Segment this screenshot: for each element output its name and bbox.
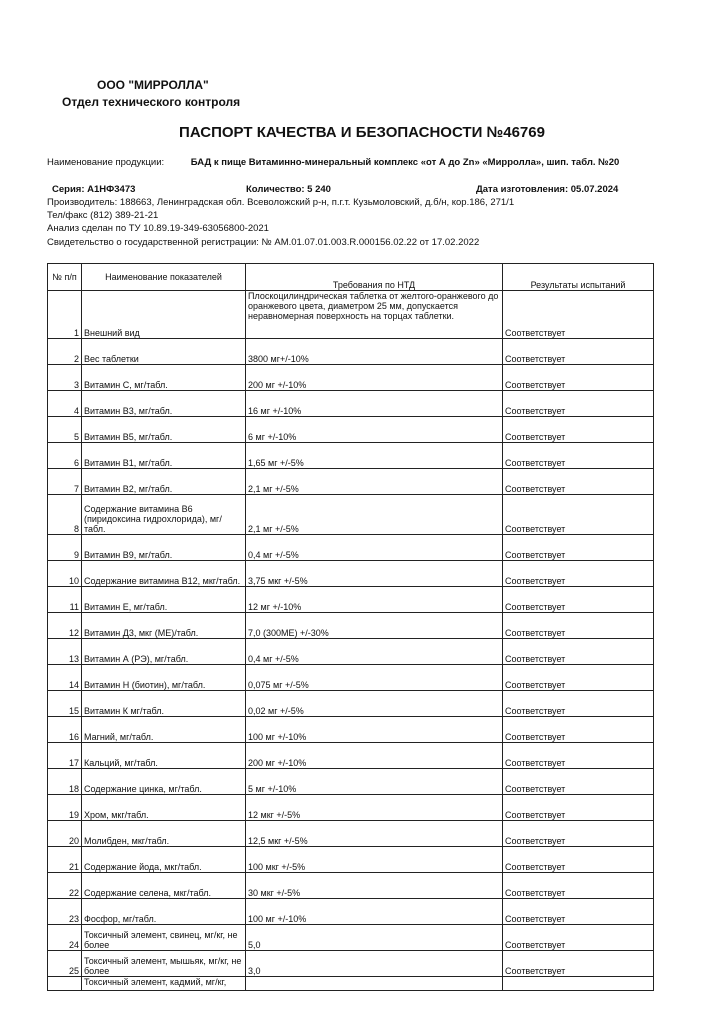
table-row <box>48 691 654 717</box>
row-requirement: 0,4 мг +/-5% <box>246 535 503 561</box>
row-result: Соответствует <box>503 535 654 561</box>
table-row <box>48 495 654 535</box>
row-name: Витамин В1, мг/табл. <box>82 443 246 469</box>
row-name: Витамин К мг/табл. <box>82 691 246 717</box>
row-requirement: 12 мкг +/-5% <box>246 795 503 821</box>
table-row <box>48 365 654 391</box>
table-row <box>48 951 654 977</box>
row-num: 1 <box>48 291 82 339</box>
row-requirement: 200 мг +/-10% <box>246 365 503 391</box>
row-result: Соответствует <box>503 691 654 717</box>
quantity: Количество: 5 240 <box>246 184 331 195</box>
table-row <box>48 873 654 899</box>
table-row <box>48 587 654 613</box>
row-result: Соответствует <box>503 561 654 587</box>
row-num: 3 <box>48 365 82 391</box>
organization-name: ООО "МИРРОЛЛА" <box>97 78 209 92</box>
row-name: Витамин Е, мг/табл. <box>82 587 246 613</box>
quality-table <box>47 263 654 991</box>
row-result: Соответствует <box>503 391 654 417</box>
row-num: 11 <box>48 587 82 613</box>
row-name: Витамин В5, мг/табл. <box>82 417 246 443</box>
analysis-standard: Анализ сделан по ТУ 10.89.19-349-63056800-2021 <box>47 223 269 234</box>
row-requirement: 16 мг +/-10% <box>246 391 503 417</box>
row-name: Содержание цинка, мг/табл. <box>82 769 246 795</box>
row-requirement: 6 мг +/-10% <box>246 417 503 443</box>
row-result: Соответствует <box>503 717 654 743</box>
row-name: Витамин Д3, мкг (МЕ)/табл. <box>82 613 246 639</box>
table-row <box>48 743 654 769</box>
row-result: Соответствует <box>503 925 654 951</box>
row-num: 17 <box>48 743 82 769</box>
manufacturer: Производитель: 188663, Ленинградская обл. Всеволожский р-н, п.г.т. Кузьмоловский, д.б/н, кор.186, 271/1 <box>47 197 515 208</box>
row-num: 19 <box>48 795 82 821</box>
row-requirement: 100 мг +/-10% <box>246 717 503 743</box>
table-row <box>48 535 654 561</box>
registration-certificate: Свидетельство о государственной регистрации: № AM.01.07.01.003.R.000156.02.22 от 17.02.2022 <box>47 237 480 248</box>
header-num: № п/п <box>48 264 82 291</box>
row-name: Токсичный элемент, свинец, мг/кг, не более <box>82 925 246 951</box>
row-num: 21 <box>48 847 82 873</box>
row-result: Соответствует <box>503 951 654 977</box>
row-name: Витамин А (РЭ), мг/табл. <box>82 639 246 665</box>
row-requirement: 2,1 мг +/-5% <box>246 469 503 495</box>
series: Серия: А1НФ3473 <box>52 184 136 195</box>
row-result: Соответствует <box>503 743 654 769</box>
table-row <box>48 769 654 795</box>
row-num: 7 <box>48 469 82 495</box>
row-name: Токсичный элемент, мышьяк, мг/кг, не более <box>82 951 246 977</box>
row-name: Токсичный элемент, кадмий, мг/кг, <box>82 977 246 991</box>
row-name: Кальций, мг/табл. <box>82 743 246 769</box>
row-requirement <box>246 977 503 991</box>
row-name: Содержание витамина В12, мкг/табл. <box>82 561 246 587</box>
row-result: Соответствует <box>503 443 654 469</box>
row-result: Соответствует <box>503 417 654 443</box>
row-num: 6 <box>48 443 82 469</box>
row-result: Соответствует <box>503 665 654 691</box>
row-result: Соответствует <box>503 339 654 365</box>
row-requirement: 100 мг +/-10% <box>246 899 503 925</box>
row-result: Соответствует <box>503 587 654 613</box>
row-num: 14 <box>48 665 82 691</box>
row-num: 15 <box>48 691 82 717</box>
row-num: 8 <box>48 495 82 535</box>
department-name: Отдел технического контроля <box>62 95 241 109</box>
row-result: Соответствует <box>503 365 654 391</box>
row-requirement: Плоскоцилиндрическая таблетка от желтого-оранжевого до оранжевого цвета, диаметром 25 мм, допускается неравномерная поверхность на торцах таблетки. <box>246 291 503 339</box>
row-name: Содержание витамина В6 (пиридоксина гидрохлорида), мг/табл. <box>82 495 246 535</box>
row-requirement: 3,0 <box>246 951 503 977</box>
row-name: Витамин В2, мг/табл. <box>82 469 246 495</box>
row-num: 5 <box>48 417 82 443</box>
table-row <box>48 391 654 417</box>
row-result: Соответствует <box>503 847 654 873</box>
row-requirement: 200 мг +/-10% <box>246 743 503 769</box>
table-body <box>48 291 654 991</box>
row-result: Соответствует <box>503 291 654 339</box>
table-header-row <box>48 264 654 291</box>
table-row <box>48 561 654 587</box>
row-num: 24 <box>48 925 82 951</box>
row-name: Фосфор, мг/табл. <box>82 899 246 925</box>
table-row <box>48 977 654 991</box>
table-row <box>48 899 654 925</box>
row-result: Соответствует <box>503 639 654 665</box>
product-label: Наименование продукции: <box>47 157 165 168</box>
row-num: 22 <box>48 873 82 899</box>
manufacture-date: Дата изготовления: 05.07.2024 <box>476 184 619 195</box>
row-name: Вес таблетки <box>82 339 246 365</box>
row-name: Магний, мг/табл. <box>82 717 246 743</box>
row-name: Содержание йода, мкг/табл. <box>82 847 246 873</box>
row-requirement: 0,4 мг +/-5% <box>246 639 503 665</box>
header-results: Результаты испытаний <box>503 264 654 291</box>
row-name: Хром, мкг/табл. <box>82 795 246 821</box>
row-name: Витамин В3, мг/табл. <box>82 391 246 417</box>
row-name: Витамин Н (биотин), мг/табл. <box>82 665 246 691</box>
row-requirement: 1,65 мг +/-5% <box>246 443 503 469</box>
table-row <box>48 417 654 443</box>
product-line <box>47 157 619 168</box>
row-requirement: 0,02 мг +/-5% <box>246 691 503 717</box>
row-num: 2 <box>48 339 82 365</box>
table-row <box>48 443 654 469</box>
document-title: ПАСПОРТ КАЧЕСТВА И БЕЗОПАСНОСТИ №46769 <box>179 124 545 141</box>
table-row <box>48 925 654 951</box>
row-name: Содержание селена, мкг/табл. <box>82 873 246 899</box>
table-row <box>48 469 654 495</box>
header-name: Наименование показателей <box>82 264 246 291</box>
row-result: Соответствует <box>503 821 654 847</box>
row-requirement: 100 мкг +/-5% <box>246 847 503 873</box>
row-result: Соответствует <box>503 613 654 639</box>
row-requirement: 5,0 <box>246 925 503 951</box>
row-num: 20 <box>48 821 82 847</box>
row-requirement: 5 мг +/-10% <box>246 769 503 795</box>
row-num: 23 <box>48 899 82 925</box>
row-requirement: 3800 мг+/-10% <box>246 339 503 365</box>
table-row <box>48 665 654 691</box>
row-requirement: 3,75 мкг +/-5% <box>246 561 503 587</box>
row-result: Соответствует <box>503 769 654 795</box>
row-requirement: 12 мг +/-10% <box>246 587 503 613</box>
row-num: 13 <box>48 639 82 665</box>
row-name: Витамин В9, мг/табл. <box>82 535 246 561</box>
table-row <box>48 821 654 847</box>
product-value: БАД к пище Витаминно-минеральный комплекс «от А до Zn» «Мирролла», шип. табл. №20 <box>190 157 620 168</box>
row-num: 10 <box>48 561 82 587</box>
table-row <box>48 639 654 665</box>
table-row <box>48 613 654 639</box>
row-num <box>48 977 82 991</box>
row-requirement: 0,075 мг +/-5% <box>246 665 503 691</box>
row-name: Витамин С, мг/табл. <box>82 365 246 391</box>
header-requirements: Требования по НТД <box>246 264 503 291</box>
row-requirement: 2,1 мг +/-5% <box>246 495 503 535</box>
row-num: 9 <box>48 535 82 561</box>
table-row <box>48 847 654 873</box>
row-num: 16 <box>48 717 82 743</box>
row-requirement: 7,0 (300МЕ) +/-30% <box>246 613 503 639</box>
row-num: 4 <box>48 391 82 417</box>
row-result: Соответствует <box>503 469 654 495</box>
row-num: 25 <box>48 951 82 977</box>
table-row <box>48 291 654 339</box>
row-name: Внешний вид <box>82 291 246 339</box>
table-row <box>48 717 654 743</box>
row-result: Соответствует <box>503 795 654 821</box>
table-row <box>48 339 654 365</box>
row-result: Соответствует <box>503 873 654 899</box>
row-result: Соответствует <box>503 495 654 535</box>
row-requirement: 12,5 мкг +/-5% <box>246 821 503 847</box>
row-num: 12 <box>48 613 82 639</box>
row-name: Молибден, мкг/табл. <box>82 821 246 847</box>
row-num: 18 <box>48 769 82 795</box>
phone-fax: Тел/факс (812) 389-21-21 <box>47 210 159 221</box>
table-row <box>48 795 654 821</box>
row-result <box>503 977 654 991</box>
row-requirement: 30 мкг +/-5% <box>246 873 503 899</box>
row-result: Соответствует <box>503 899 654 925</box>
